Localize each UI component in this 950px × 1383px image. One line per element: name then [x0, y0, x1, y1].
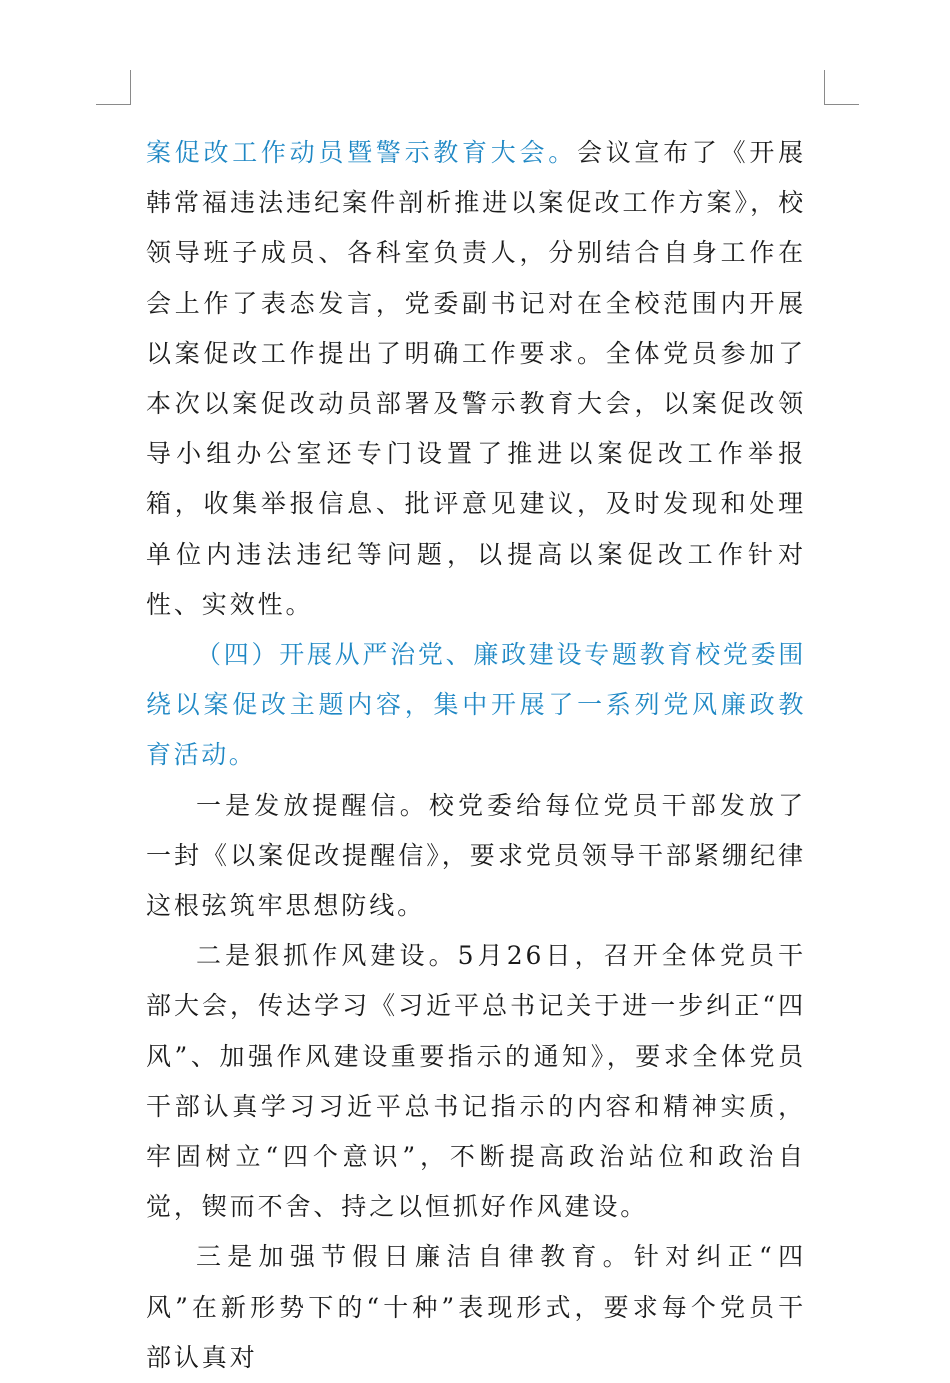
- paragraph-3: 二是狠抓作风建设。5月26日，召开全体党员干部大会，传达学习《习近平总书记关于进一步纠正“四风”、加强作风建设重要指示的通知》，要求全体党员干部认真学习习近平总书记指示的内容和精神实质，牢固树立“四个意识”，不断提高政治站位和政治自觉，锲而不舍、持之以恒抓好作风建设。: [146, 941, 806, 1222]
- paragraph-2: 一是发放提醒信。校党委给每位党员干部发放了一封《以案促改提醒信》，要求党员领导干部紧绷纪律这根弦筑牢思想防线。: [146, 790, 806, 921]
- section-heading: （四）开展从严治党、廉政建设专题教育校党委围绕以案促改主题内容，集中开展了一系列党风廉政教育活动。: [146, 640, 806, 770]
- body-text: [146, 128, 806, 1383]
- paragraph-1-text: 会议宣布了《开展韩常福违法违纪案件剖析推进以案促改工作方案》，校领导班子成员、各科室负责人，分别结合自身工作在会上作了表态发言，党委副书记对在全校范围内开展以案促改工作提出了明确工作要求。全体党员参加了本次以案促改动员部署及警示教育大会，以案促改领导小组办公室还专门设置了推进以案促改工作举报箱，收集举报信息、批评意见建议，及时发现和处理单位内违法违纪等问题，以提高以案促改工作针对性、实效性。: [146, 138, 806, 619]
- crop-mark-top-left: [96, 70, 131, 105]
- paragraph-1: [146, 128, 806, 630]
- paragraph-1-highlight: 案促改工作动员暨警示教育大会。: [146, 138, 577, 167]
- crop-mark-top-right: [824, 70, 859, 105]
- paragraph-4: 三是加强节假日廉洁自律教育。针对纠正“四风”在新形势下的“十种”表现形式，要求每个党员干部认真对: [146, 1242, 806, 1372]
